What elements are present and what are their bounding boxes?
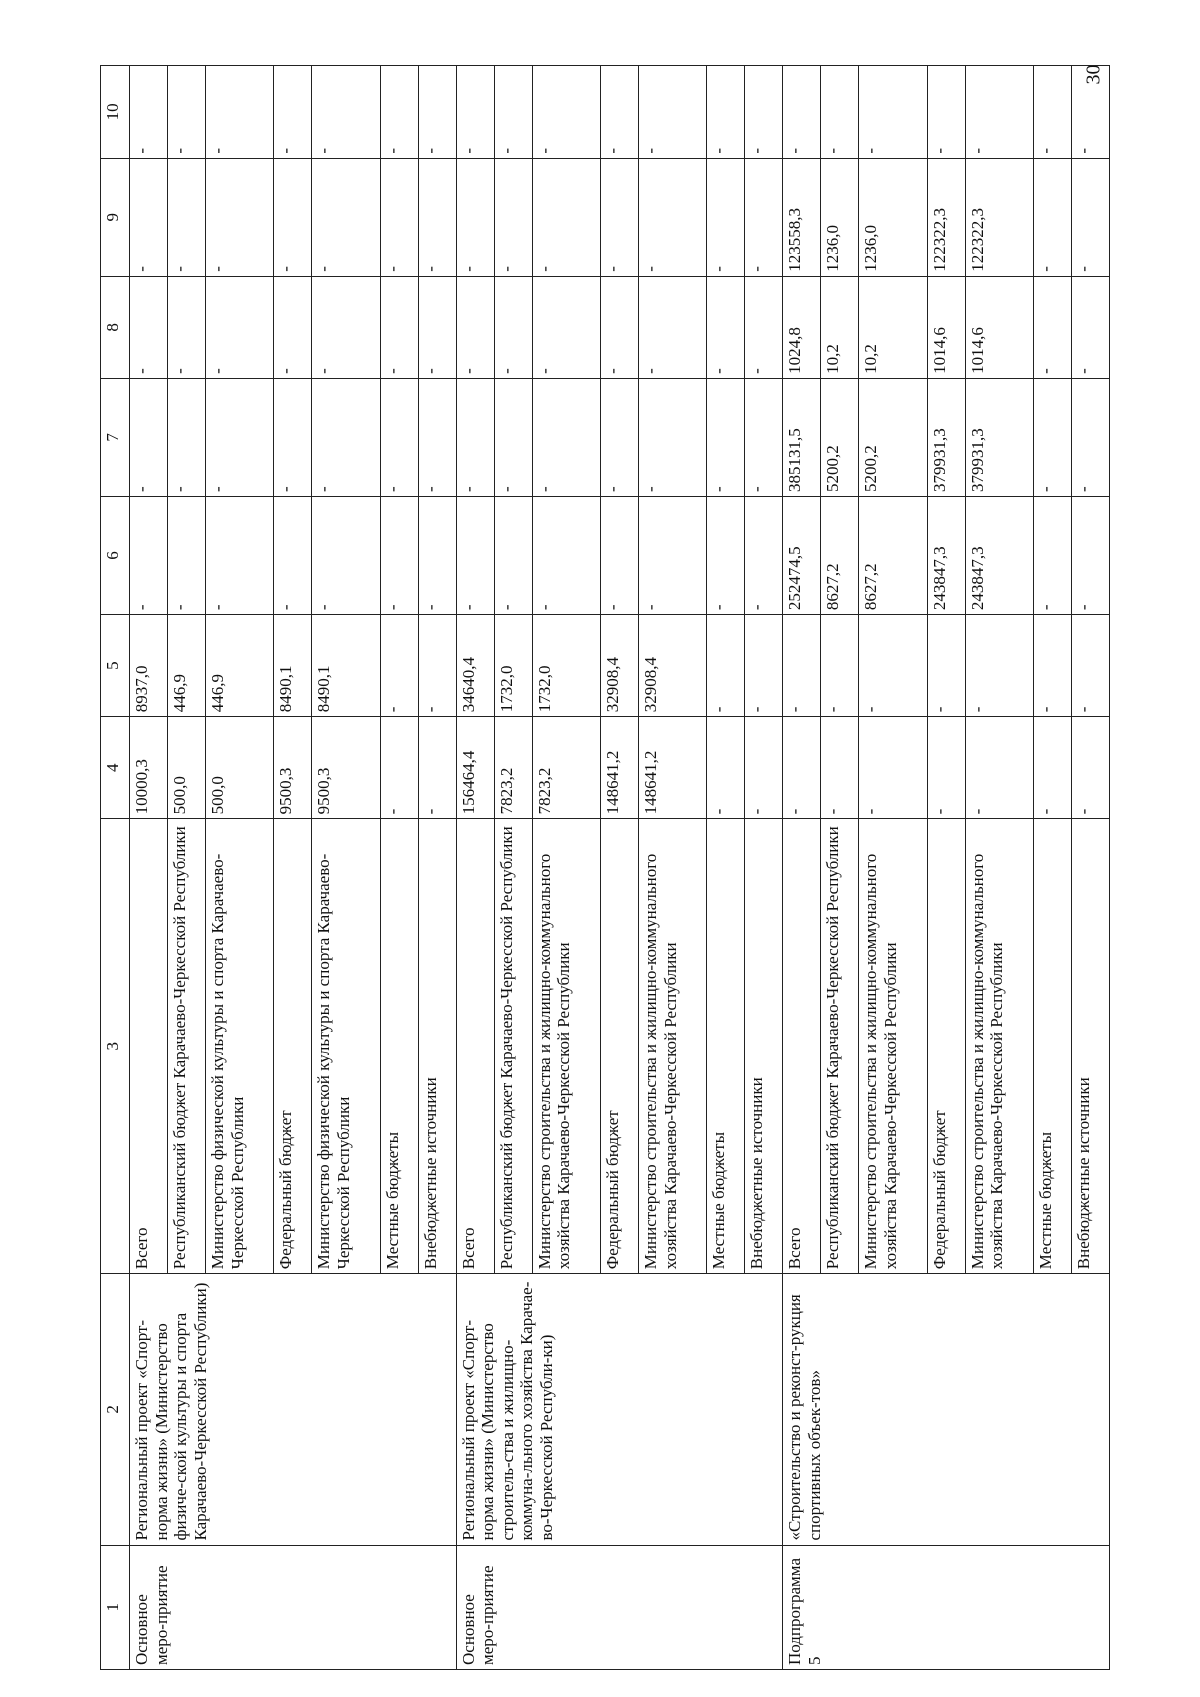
- value-cell: -: [638, 276, 706, 378]
- header-cell: 2: [101, 1274, 130, 1545]
- value-cell: -: [821, 615, 859, 717]
- funding-source-cell: Министерство строительства и жилищно-коммунального хозяйства Карачаево-Черкесской Республики: [532, 819, 600, 1274]
- value-cell: -: [638, 378, 706, 496]
- value-cell: -: [168, 496, 206, 614]
- activity-type-cell: Основное меро-приятие: [130, 1545, 457, 1669]
- header-cell: 8: [101, 276, 130, 378]
- value-cell: -: [494, 378, 532, 496]
- value-cell: -: [965, 717, 1033, 819]
- value-cell: -: [274, 66, 312, 159]
- value-cell: -: [821, 66, 859, 159]
- value-cell: -: [380, 717, 418, 819]
- funding-source-cell: Местные бюджеты: [1033, 819, 1071, 1274]
- rotated-page: [100, 65, 1110, 1670]
- value-cell: 10,2: [859, 276, 927, 378]
- value-cell: -: [532, 66, 600, 159]
- value-cell: 7823,2: [532, 717, 600, 819]
- value-cell: -: [312, 158, 380, 276]
- table-body: [130, 66, 1110, 1670]
- value-cell: -: [130, 378, 168, 496]
- value-cell: -: [859, 717, 927, 819]
- value-cell: -: [707, 717, 745, 819]
- value-cell: 500,0: [206, 717, 274, 819]
- value-cell: -: [745, 615, 783, 717]
- value-cell: 10,2: [821, 276, 859, 378]
- funding-source-cell: Местные бюджеты: [380, 819, 418, 1274]
- page-number: 30: [1082, 64, 1105, 85]
- value-cell: -: [1071, 276, 1109, 378]
- value-cell: -: [380, 496, 418, 614]
- value-cell: -: [418, 378, 456, 496]
- funding-source-cell: Внебюджетные источники: [418, 819, 456, 1274]
- value-cell: 148641,2: [600, 717, 638, 819]
- funding-source-cell: Федеральный бюджет: [274, 819, 312, 1274]
- value-cell: -: [1033, 615, 1071, 717]
- value-cell: -: [274, 158, 312, 276]
- value-cell: -: [1033, 276, 1071, 378]
- value-cell: -: [821, 717, 859, 819]
- value-cell: -: [168, 66, 206, 159]
- value-cell: -: [1033, 378, 1071, 496]
- table-row: [130, 66, 168, 1670]
- value-cell: -: [1033, 496, 1071, 614]
- value-cell: 1236,0: [821, 158, 859, 276]
- value-cell: -: [168, 158, 206, 276]
- value-cell: 122322,3: [927, 158, 965, 276]
- value-cell: 1014,6: [965, 276, 1033, 378]
- value-cell: 1014,6: [927, 276, 965, 378]
- value-cell: -: [1033, 158, 1071, 276]
- value-cell: -: [312, 66, 380, 159]
- value-cell: -: [600, 158, 638, 276]
- header-row: [101, 66, 130, 1670]
- value-cell: -: [745, 496, 783, 614]
- value-cell: -: [707, 276, 745, 378]
- value-cell: 8937,0: [130, 615, 168, 717]
- value-cell: -: [418, 615, 456, 717]
- value-cell: 5200,2: [821, 378, 859, 496]
- value-cell: -: [168, 276, 206, 378]
- funding-source-cell: Всего: [456, 819, 494, 1274]
- value-cell: -: [1071, 615, 1109, 717]
- header-cell: 3: [101, 819, 130, 1274]
- funding-source-cell: Республиканский бюджет Карачаево-Черкесской Республики: [821, 819, 859, 1274]
- value-cell: 32908,4: [600, 615, 638, 717]
- value-cell: -: [494, 158, 532, 276]
- activity-type-cell: Основное меро-приятие: [456, 1545, 783, 1669]
- funding-source-cell: Министерство физической культуры и спорта Карачаево-Черкесской Республики: [206, 819, 274, 1274]
- value-cell: -: [600, 276, 638, 378]
- value-cell: -: [859, 66, 927, 159]
- header-cell: 1: [101, 1545, 130, 1669]
- value-cell: 8490,1: [312, 615, 380, 717]
- funding-source-cell: Министерство строительства и жилищно-коммунального хозяйства Карачаево-Черкесской Республики: [859, 819, 927, 1274]
- value-cell: 9500,3: [274, 717, 312, 819]
- value-cell: 148641,2: [638, 717, 706, 819]
- value-cell: -: [707, 66, 745, 159]
- value-cell: 10000,3: [130, 717, 168, 819]
- value-cell: -: [206, 158, 274, 276]
- value-cell: -: [312, 276, 380, 378]
- value-cell: -: [927, 615, 965, 717]
- value-cell: -: [1033, 66, 1071, 159]
- value-cell: 7823,2: [494, 717, 532, 819]
- value-cell: 1732,0: [494, 615, 532, 717]
- value-cell: -: [745, 158, 783, 276]
- value-cell: -: [532, 276, 600, 378]
- value-cell: -: [783, 615, 821, 717]
- value-cell: 8627,2: [859, 496, 927, 614]
- value-cell: 32908,4: [638, 615, 706, 717]
- funding-source-cell: Республиканский бюджет Карачаево-Черкесской Республики: [494, 819, 532, 1274]
- value-cell: -: [312, 378, 380, 496]
- value-cell: 1024,8: [783, 276, 821, 378]
- value-cell: 1236,0: [859, 158, 927, 276]
- value-cell: -: [206, 496, 274, 614]
- value-cell: -: [494, 276, 532, 378]
- value-cell: -: [418, 717, 456, 819]
- value-cell: 156464,4: [456, 717, 494, 819]
- budget-table: [100, 65, 1110, 1670]
- value-cell: -: [707, 378, 745, 496]
- value-cell: -: [130, 158, 168, 276]
- value-cell: -: [1071, 378, 1109, 496]
- value-cell: 252474,5: [783, 496, 821, 614]
- value-cell: -: [638, 158, 706, 276]
- funding-source-cell: Федеральный бюджет: [600, 819, 638, 1274]
- value-cell: 500,0: [168, 717, 206, 819]
- value-cell: 1732,0: [532, 615, 600, 717]
- table-row: [783, 66, 821, 1670]
- value-cell: -: [274, 496, 312, 614]
- funding-source-cell: Министерство строительства и жилищно-коммунального хозяйства Карачаево-Черкесской Республики: [965, 819, 1033, 1274]
- value-cell: -: [418, 158, 456, 276]
- value-cell: 243847,3: [927, 496, 965, 614]
- funding-source-cell: Внебюджетные источники: [745, 819, 783, 1274]
- header-cell: 4: [101, 717, 130, 819]
- value-cell: 385131,5: [783, 378, 821, 496]
- value-cell: -: [418, 276, 456, 378]
- value-cell: -: [456, 66, 494, 159]
- value-cell: -: [494, 66, 532, 159]
- value-cell: -: [600, 496, 638, 614]
- value-cell: -: [783, 717, 821, 819]
- value-cell: -: [380, 158, 418, 276]
- table-row: [456, 66, 494, 1670]
- value-cell: 34640,4: [456, 615, 494, 717]
- value-cell: -: [130, 66, 168, 159]
- value-cell: -: [418, 66, 456, 159]
- value-cell: -: [927, 717, 965, 819]
- funding-source-cell: Министерство строительства и жилищно-коммунального хозяйства Карачаево-Черкесской Республики: [638, 819, 706, 1274]
- program-name-cell: Региональный проект «Спорт-норма жизни» (Министерство строитель-ства и жилищно-коммуна-льного хозяйства Карачае-во-Черкесской Республи-ки): [456, 1274, 783, 1545]
- value-cell: -: [206, 378, 274, 496]
- value-cell: -: [859, 615, 927, 717]
- header-cell: 5: [101, 615, 130, 717]
- value-cell: -: [456, 496, 494, 614]
- value-cell: 243847,3: [965, 496, 1033, 614]
- value-cell: -: [783, 66, 821, 159]
- value-cell: -: [494, 496, 532, 614]
- value-cell: -: [707, 496, 745, 614]
- value-cell: -: [206, 66, 274, 159]
- value-cell: -: [745, 66, 783, 159]
- value-cell: -: [965, 615, 1033, 717]
- value-cell: 446,9: [206, 615, 274, 717]
- value-cell: -: [532, 496, 600, 614]
- value-cell: -: [312, 496, 380, 614]
- value-cell: 8490,1: [274, 615, 312, 717]
- value-cell: -: [380, 615, 418, 717]
- funding-source-cell: Местные бюджеты: [707, 819, 745, 1274]
- activity-type-cell: Подпрограмма 5: [783, 1545, 1110, 1669]
- value-cell: -: [707, 615, 745, 717]
- value-cell: -: [456, 378, 494, 496]
- value-cell: -: [638, 66, 706, 159]
- value-cell: 9500,3: [312, 717, 380, 819]
- value-cell: -: [456, 276, 494, 378]
- value-cell: 446,9: [168, 615, 206, 717]
- value-cell: -: [380, 276, 418, 378]
- program-name-cell: «Строительство и реконст-рукция спортивных объек-тов»: [783, 1274, 1110, 1545]
- value-cell: -: [418, 496, 456, 614]
- funding-source-cell: Министерство физической культуры и спорта Карачаево-Черкесской Республики: [312, 819, 380, 1274]
- value-cell: -: [927, 66, 965, 159]
- value-cell: -: [965, 66, 1033, 159]
- value-cell: -: [380, 66, 418, 159]
- value-cell: -: [532, 158, 600, 276]
- value-cell: -: [745, 378, 783, 496]
- value-cell: -: [1071, 66, 1109, 159]
- value-cell: 123558,3: [783, 158, 821, 276]
- value-cell: -: [274, 378, 312, 496]
- value-cell: -: [532, 378, 600, 496]
- value-cell: 379931,3: [965, 378, 1033, 496]
- value-cell: -: [1033, 717, 1071, 819]
- value-cell: -: [1071, 158, 1109, 276]
- value-cell: 379931,3: [927, 378, 965, 496]
- value-cell: -: [707, 158, 745, 276]
- value-cell: -: [168, 378, 206, 496]
- value-cell: -: [456, 158, 494, 276]
- value-cell: -: [206, 276, 274, 378]
- value-cell: -: [745, 717, 783, 819]
- header-cell: 9: [101, 158, 130, 276]
- value-cell: -: [130, 496, 168, 614]
- value-cell: -: [274, 276, 312, 378]
- program-name-cell: Региональный проект «Спорт-норма жизни» (Министерство физиче-ской культуры и спорта Карачаево-Черкесской Республики): [130, 1274, 457, 1545]
- value-cell: -: [380, 378, 418, 496]
- value-cell: -: [130, 276, 168, 378]
- value-cell: -: [638, 496, 706, 614]
- value-cell: 122322,3: [965, 158, 1033, 276]
- value-cell: -: [745, 276, 783, 378]
- value-cell: 8627,2: [821, 496, 859, 614]
- funding-source-cell: Внебюджетные источники: [1071, 819, 1109, 1274]
- funding-source-cell: Федеральный бюджет: [927, 819, 965, 1274]
- funding-source-cell: Республиканский бюджет Карачаево-Черкесской Республики: [168, 819, 206, 1274]
- header-cell: 6: [101, 496, 130, 614]
- value-cell: -: [600, 66, 638, 159]
- header-cell: 10: [101, 66, 130, 159]
- value-cell: -: [1071, 717, 1109, 819]
- header-cell: 7: [101, 378, 130, 496]
- value-cell: 5200,2: [859, 378, 927, 496]
- funding-source-cell: Всего: [130, 819, 168, 1274]
- value-cell: -: [600, 378, 638, 496]
- value-cell: -: [1071, 496, 1109, 614]
- funding-source-cell: Всего: [783, 819, 821, 1274]
